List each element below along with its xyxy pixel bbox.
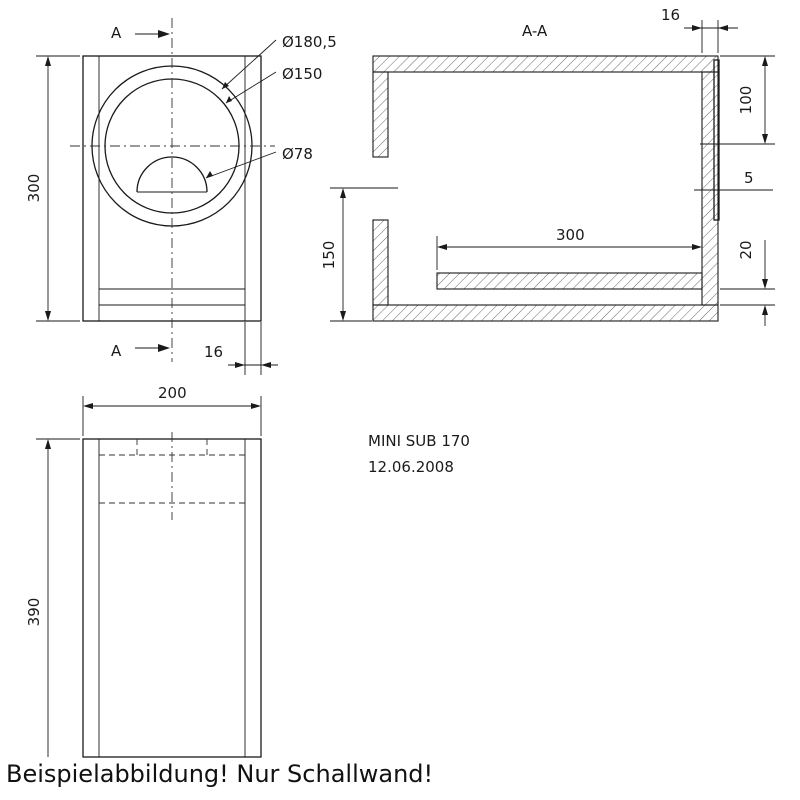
front-wall-label: 16 xyxy=(204,343,224,361)
drawing-date: 12.06.2008 xyxy=(368,458,454,476)
side-height-label: 390 xyxy=(25,597,43,627)
section-view xyxy=(320,6,775,326)
title-block xyxy=(368,432,470,476)
shelf-thickness-label: 20 xyxy=(737,240,755,260)
port-offset-label: 100 xyxy=(737,85,755,115)
port-gap-label: 5 xyxy=(744,169,754,187)
front-view xyxy=(25,18,337,375)
shelf-length-label: 300 xyxy=(556,226,585,244)
section-marker-top: A xyxy=(111,24,122,42)
section-height-label: 150 xyxy=(320,240,338,270)
section-title: A-A xyxy=(522,22,548,40)
side-width-label: 200 xyxy=(158,384,187,402)
diameter-label-180: Ø180,5 xyxy=(282,33,337,51)
drawing-name: MINI SUB 170 xyxy=(368,432,470,450)
diameter-label-78: Ø78 xyxy=(282,145,313,163)
side-view xyxy=(25,384,261,757)
footnote: Beispielabbildung! Nur Schallwand! xyxy=(6,760,434,788)
diameter-label-150: Ø150 xyxy=(282,65,323,83)
front-height-label: 300 xyxy=(25,173,43,203)
section-marker-bottom: A xyxy=(111,342,122,360)
section-wall-label: 16 xyxy=(661,6,681,24)
